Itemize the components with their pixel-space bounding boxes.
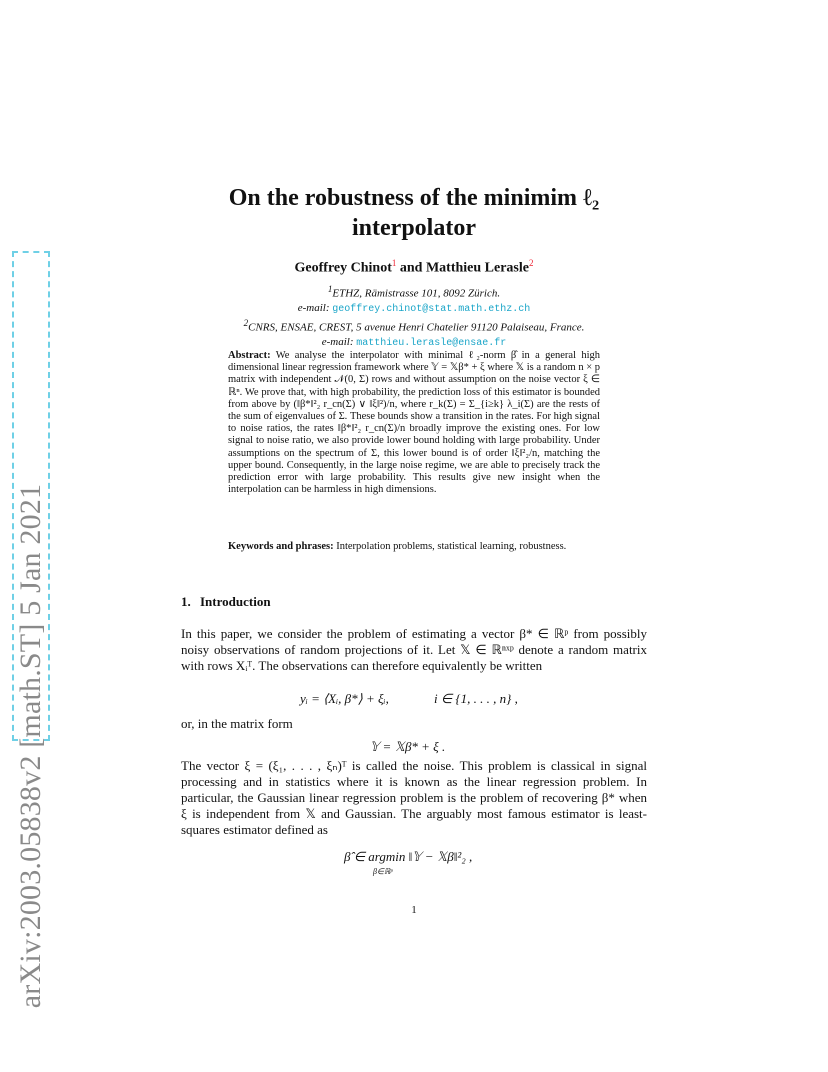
body-paragraph-2: or, in the matrix form xyxy=(181,716,293,731)
author-2-affiliation-link[interactable]: 2 xyxy=(528,258,534,268)
title-line-2: interpolator xyxy=(352,215,476,241)
keywords xyxy=(228,541,600,553)
paper-title xyxy=(150,183,678,243)
arxiv-stamp-border xyxy=(12,251,50,741)
keywords-text: Interpolation problems, statistical learning, robustness. xyxy=(336,541,567,552)
section-heading-introduction xyxy=(181,594,271,610)
affiliation-2-text: CNRS, ENSAE, CREST, 5 avenue Henri Chatelier 91120 Palaiseau, France. xyxy=(248,321,585,334)
equation-3-subscript: β∈ℝᵖ xyxy=(373,867,393,876)
equation-1-left: yᵢ = ⟨Xᵢ, β*⟩ + ξᵢ, xyxy=(300,691,389,706)
equation-2: 𝕐 = 𝕏β* + ξ . xyxy=(370,739,446,754)
page-number: 1 xyxy=(411,904,417,916)
arxiv-identifier[interactable]: arXiv:2003.05838v2 [math.ST] 5 Jan 2021 xyxy=(14,483,47,1009)
affiliation-1-text: ETHZ, Rämistrasse 101, 8092 Zürich. xyxy=(332,287,501,300)
author-1: Geoffrey Chinot xyxy=(294,260,392,276)
title-line-1: On the robustness of the minimim ℓ₂ xyxy=(228,185,600,211)
author-2: Matthieu Lerasle xyxy=(425,260,529,276)
author-list xyxy=(150,258,678,277)
section-number: 1. xyxy=(181,594,191,609)
abstract-text: We analyse the interpolator with minimal ℓ₂-norm β̂ in a general high dimensional linear regression framework where 𝕐 = 𝕏β* + ξ where 𝕏 is a random n × p matrix with independent 𝒩(0, Σ) rows and without assumption on the noise vector ξ ∈ ℝⁿ. We prove that, with high probability, the prediction loss of this estimator is bounded from above by (‖β*‖²₂ r_cn(Σ) ∨ ‖ξ‖²)/n, where r_k(Σ) = Σ_{i≥k} λ_i(Σ) are the rests of the sum of eigenvalues of Σ. These bounds show a transition in the rates. For high signal to noise ratios, the rates ‖β*‖²₂ r_cn(Σ)/n broadly improve the existing ones. For low signal to noise ratio, we also provide lower bound holding with large probability. Under assumptions on the spectrum of Σ, this lower bound is of order ‖ξ‖²₂/n, matching the upper bound. Consequently, in the large noise regime, we are able to precisely track the prediction error with large probability. This results give new insight when the interpolation can be harmless in high dimensions. xyxy=(228,350,600,496)
affiliation-2-email-link[interactable]: matthieu.lerasle@ensae.fr xyxy=(356,337,507,349)
author-connector: and xyxy=(399,260,423,276)
section-title: Introduction xyxy=(200,594,271,609)
equation-1-right: i ∈ {1, . . . , n} , xyxy=(434,691,518,706)
author-1-affiliation-link[interactable]: 1 xyxy=(391,258,397,268)
affiliation-1-email-link[interactable]: geoffrey.chinot@stat.math.ethz.ch xyxy=(332,303,531,315)
body-paragraph-3: The vector ξ = (ξ₁, . . . , ξₙ)ᵀ is called the noise. This problem is classical in signal processing and in statistics where it is known as the linear regression problem. In particular, the Gaussian linear regression problem is the problem of recovering β* when ξ is independent from 𝕏 and Gaussian. The arguably most famous estimator is least-squares estimator defined as xyxy=(181,758,647,837)
affiliation-1-mark: 1 xyxy=(327,284,333,294)
affiliation-1 xyxy=(150,282,678,317)
abstract xyxy=(228,350,600,496)
affiliation-2-mark: 2 xyxy=(243,318,249,328)
keywords-label: Keywords and phrases: xyxy=(228,541,334,552)
equation-3: β̂ ∈ argmin ‖𝕐 − 𝕏β‖²₂ , xyxy=(344,849,473,864)
affiliation-2-email-label: e-mail: xyxy=(321,335,354,348)
body-paragraph-1: In this paper, we consider the problem of estimating a vector β* ∈ ℝᵖ from possibly noisy observations of random projections of it. Let 𝕏 ∈ ℝⁿˣᵖ denote a random matrix with rows Xᵢᵀ. The observations can therefore equivalently be written xyxy=(181,626,647,673)
affiliation-1-email-label: e-mail: xyxy=(297,301,330,314)
abstract-label: Abstract: xyxy=(228,350,271,361)
affiliation-2 xyxy=(150,316,678,351)
